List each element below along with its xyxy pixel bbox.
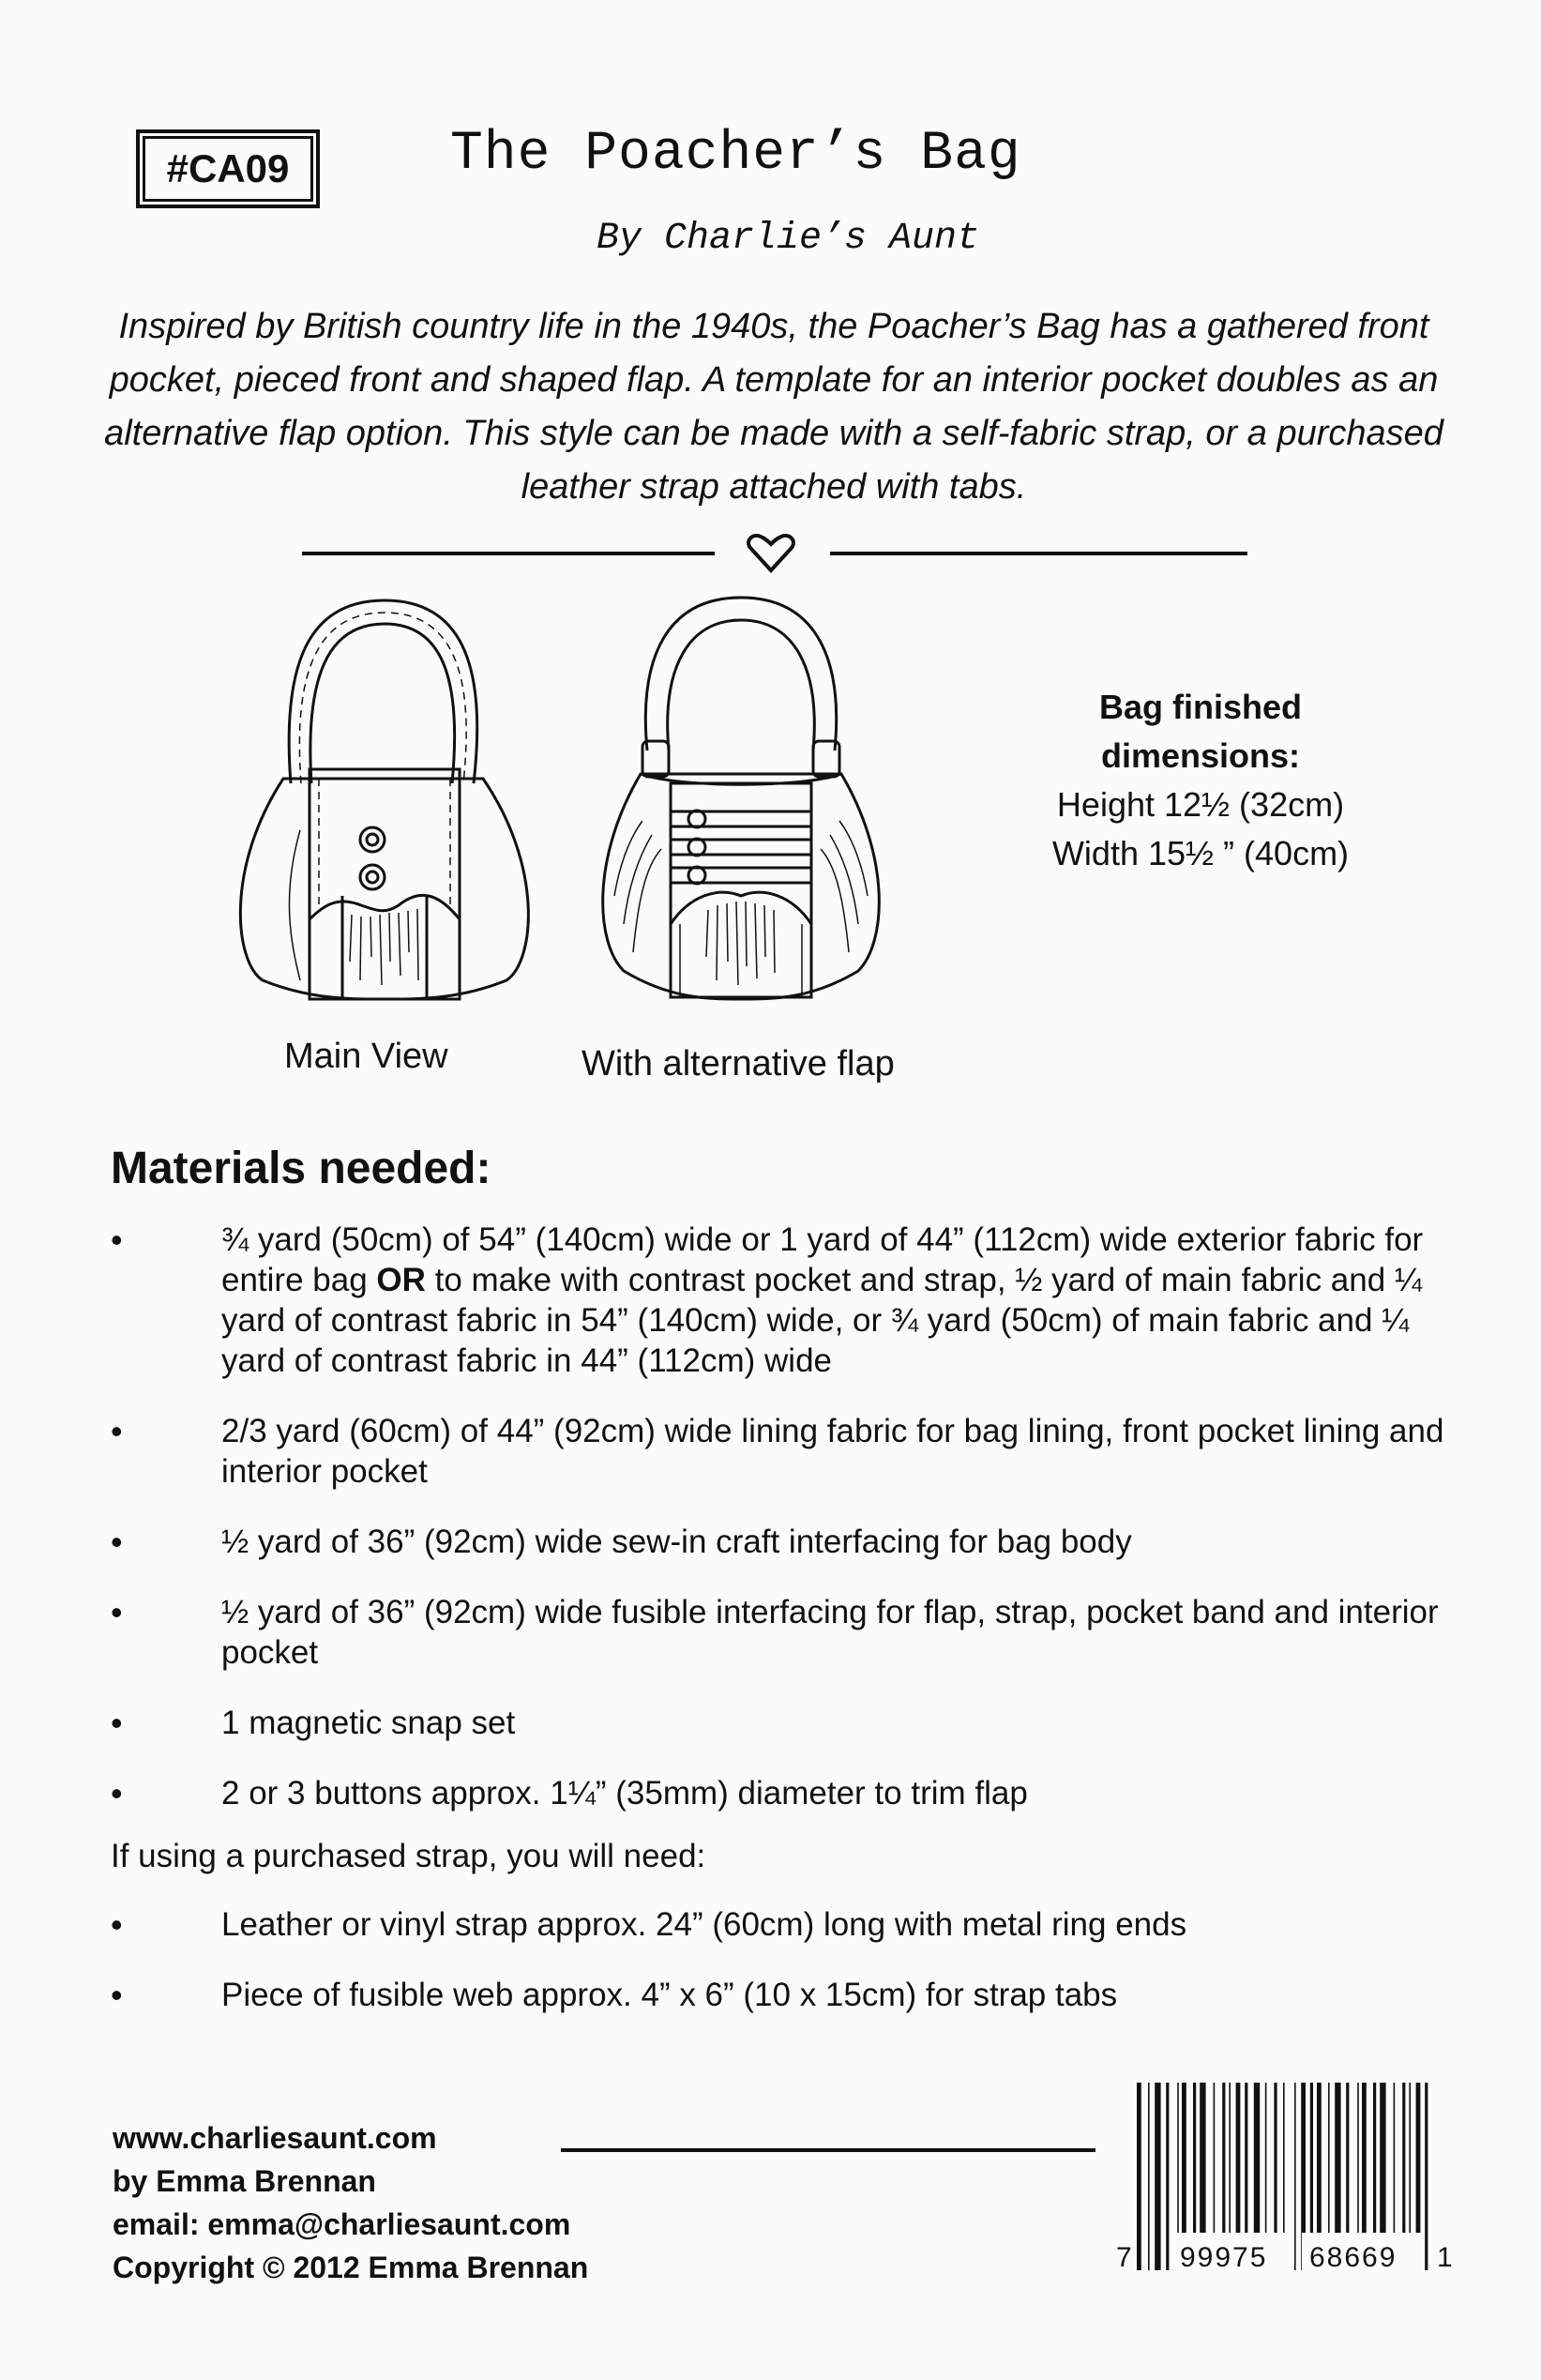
bullet-icon: • <box>111 1774 123 1812</box>
barcode-check-digit: 1 <box>1437 2242 1453 2273</box>
list-item: • Leather or vinyl strap approx. 24” (60cm) long with metal ring ends <box>111 1905 1187 1944</box>
website-link[interactable]: www.charliesaunt.com <box>113 2121 437 2155</box>
dimensions-heading-1: Bag finished <box>1098 688 1303 726</box>
dimension-height: Height 12½ (32cm) <box>1056 785 1345 824</box>
dimension-width: Width 15½ ” (40cm) <box>1051 834 1350 872</box>
byline: By Charlie’s Aunt <box>596 218 980 260</box>
barcode <box>1116 2083 1454 2280</box>
bullet-icon: • <box>111 1593 123 1631</box>
copyright-line: Copyright © 2012 Emma Brennan <box>113 2251 589 2284</box>
purchased-strap-note: If using a purchased strap, you will need: <box>111 1838 706 1874</box>
finished-dimensions <box>1013 683 1388 878</box>
alt-view-caption: With alternative flap <box>582 1044 895 1084</box>
barcode-first-digit: 7 <box>1116 2242 1132 2273</box>
dimensions-heading-2: dimensions: <box>1100 736 1301 775</box>
intro-text: Inspired by British country life in the 1940s, the Poacher’s Bag has a gathered front pocket, pieced front and shaped flap. A template for an interior pocket doubles as an alternative flap option. This style can be made with a self-fabric strap, or a purchased leather strap attached with tabs. <box>104 307 1443 507</box>
bullet-icon: • <box>111 1523 123 1561</box>
barcode-left-group: 99975 <box>1180 2242 1268 2273</box>
author-line: by Emma Brennan <box>113 2164 376 2198</box>
main-view-caption: Main View <box>284 1037 448 1076</box>
bullet-icon: • <box>111 1412 123 1450</box>
list-item: • 2/3 yard (60cm) of 44” (92cm) wide lining fabric for bag lining, front pocket lining and interior pocket <box>111 1412 1444 1490</box>
bullet-icon: • <box>111 1704 123 1742</box>
divider-right <box>830 552 1247 555</box>
bullet-icon: • <box>111 1905 123 1944</box>
materials-list <box>111 1220 1480 2045</box>
list-item: • ¾ yard (50cm) of 54” (140cm) wide or 1 yard of 44” (112cm) wide exterior fabric for entire bag OR to make with contrast pocket and strap, ½ yard of main fabric and ¼ yard of contrast fabric in 54” (140cm) wide, or ¾ yard (50cm) of main fabric and ¼ yard of contrast fabric in 44” (112cm) wide <box>111 1220 1424 1379</box>
heart-icon <box>746 533 796 576</box>
alternative-flap-illustration <box>586 586 896 1018</box>
list-item: • 2 or 3 buttons approx. 1¼” (35mm) diameter to trim flap <box>111 1774 1028 1812</box>
list-item: • 1 magnetic snap set <box>111 1704 516 1742</box>
email-line[interactable]: email: emma@charliesaunt.com <box>113 2207 571 2241</box>
main-view-illustration <box>234 586 535 1018</box>
barcode-bars <box>1116 2083 1454 2280</box>
bullet-icon: • <box>111 1220 123 1259</box>
pattern-code: #CA09 <box>136 129 320 208</box>
divider-left <box>302 552 715 555</box>
footer-contact <box>113 2116 588 2289</box>
materials-heading: Materials needed: <box>111 1144 491 1193</box>
list-item: • ½ yard of 36” (92cm) wide fusible interfacing for flap, strap, pocket band and interior pocket <box>111 1593 1439 1671</box>
page-title: The Poacher’s Bag <box>450 124 1021 185</box>
footer-divider <box>561 2148 1095 2152</box>
list-item: • ½ yard of 36” (92cm) wide sew-in craft interfacing for bag body <box>111 1523 1132 1561</box>
bullet-icon: • <box>111 1976 123 2014</box>
list-item: • Piece of fusible web approx. 4” x 6” (10 x 15cm) for strap tabs <box>111 1976 1118 2014</box>
barcode-right-group: 68669 <box>1309 2242 1397 2273</box>
